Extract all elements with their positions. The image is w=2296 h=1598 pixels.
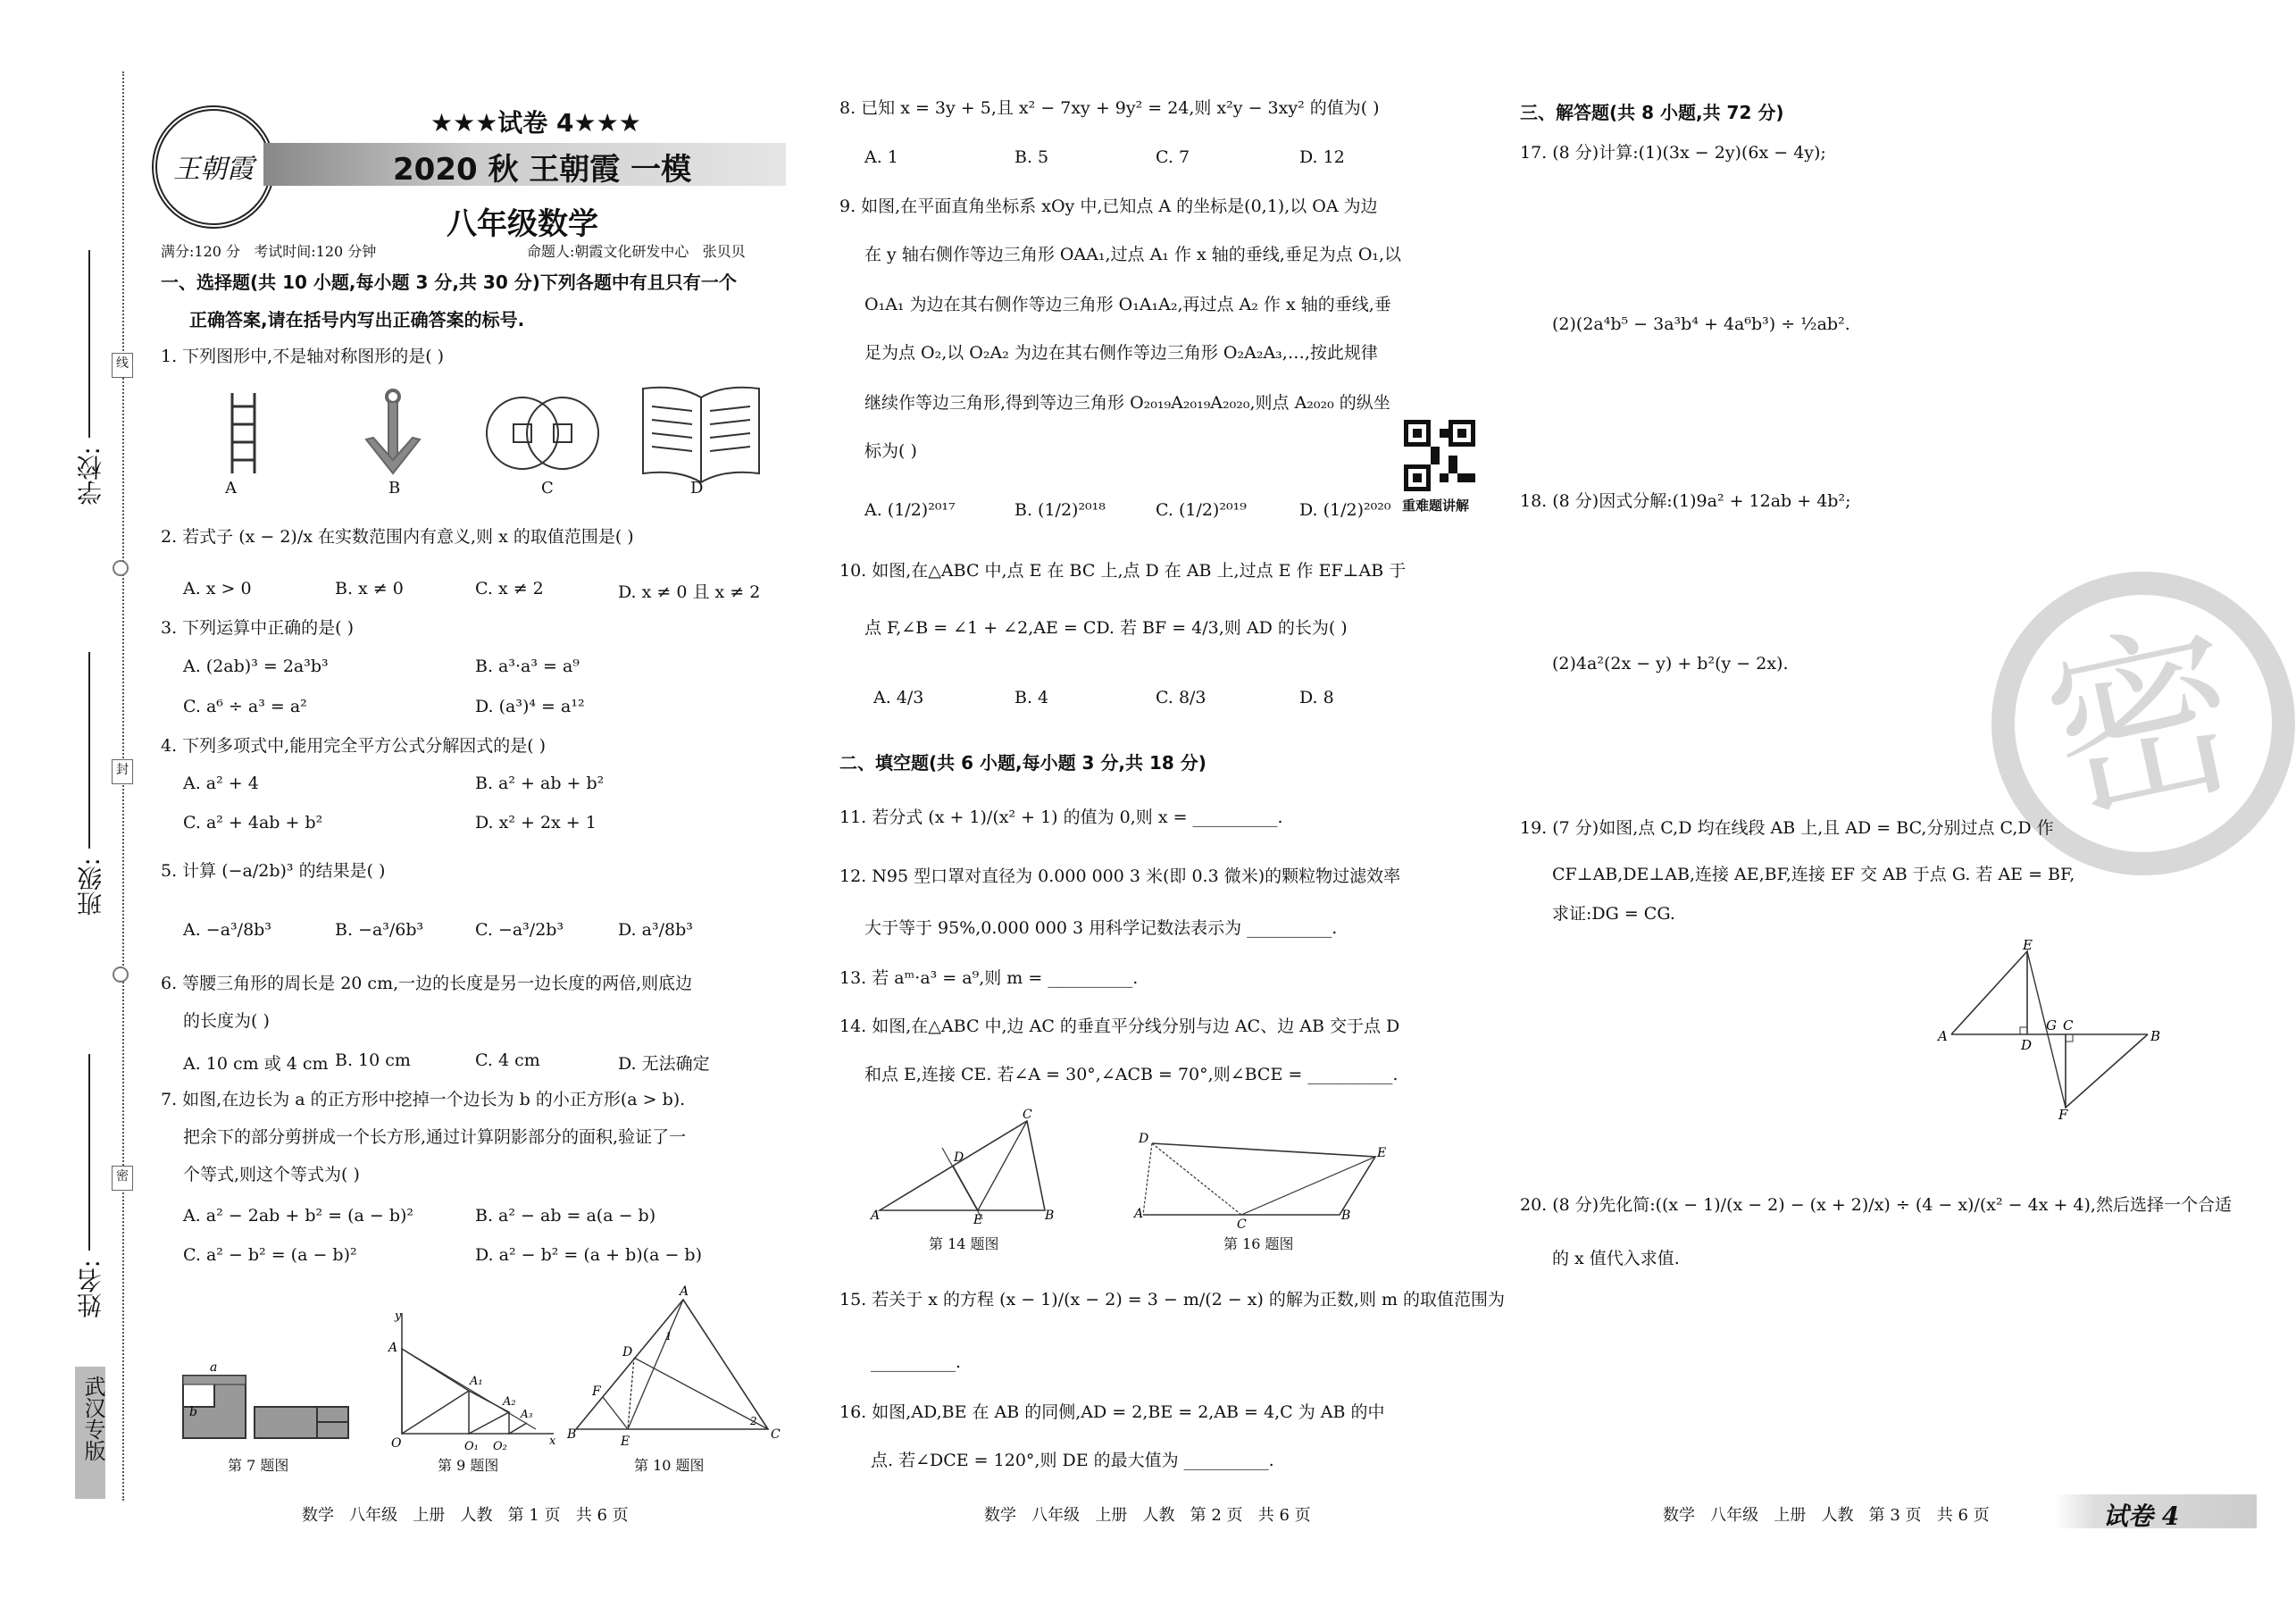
- svg-text:F: F: [2058, 1107, 2068, 1123]
- q6-option-c: C. 4 cm: [475, 1050, 540, 1070]
- q1-label-b: B: [388, 479, 401, 498]
- footer-page-3: 数学 八年级 上册 人教 第 3 页 共 6 页: [1663, 1506, 1990, 1525]
- q2-option-d: D. x ≠ 0 且 x ≠ 2: [618, 582, 761, 602]
- svg-text:A: A: [680, 1284, 689, 1299]
- question-15-line-1: 15. 若关于 x 的方程 (x − 1)/(x − 2) = 3 − m/(2 − x) 的解为正数,则 m 的取值范围为: [839, 1290, 1506, 1309]
- question-10-line-2: 点 F,∠B = ∠1 + ∠2,AE = CD. 若 BF = 4/3,则 AD 的长为( ): [864, 618, 1348, 638]
- name-line: [88, 1054, 90, 1251]
- q2-option-a: A. x > 0: [183, 579, 252, 598]
- question-7-line-3: 个等式,则这个等式为( ): [183, 1165, 360, 1184]
- q3-option-b: B. a³·a³ = a⁹: [475, 657, 580, 676]
- binding-dotted-line: [122, 71, 124, 1501]
- footer-badge-text: 试卷 4: [2103, 1502, 2180, 1531]
- question-16-line-1: 16. 如图,AD,BE 在 AB 的同侧,AD = 2,BE = 2,AB = 4,C 为 AB 的中: [839, 1402, 1385, 1422]
- q7-option-a: A. a² − 2ab + b² = (a − b)²: [183, 1206, 414, 1226]
- caption-q16: 第 16 题图: [1223, 1235, 1294, 1252]
- q6-option-a: A. 10 cm 或 4 cm: [183, 1054, 329, 1074]
- q5-option-d: D. a³/8b³: [618, 920, 693, 940]
- seal-mark-secret: 密: [112, 1166, 133, 1191]
- school-line: [88, 250, 90, 438]
- series-label: ★★★试卷 4★★★: [430, 108, 641, 138]
- q9-option-a: A. (1/2)²⁰¹⁷: [864, 500, 956, 520]
- question-10-line-1: 10. 如图,在△ABC 中,点 E 在 BC 上,点 D 在 AB 上,过点 E 作 EF⊥AB 于: [839, 561, 1407, 581]
- svg-text:A: A: [1134, 1207, 1144, 1221]
- svg-text:E: E: [621, 1435, 630, 1449]
- svg-text:B: B: [1045, 1209, 1055, 1223]
- svg-text:x: x: [549, 1435, 556, 1448]
- caption-q10: 第 10 题图: [634, 1457, 705, 1474]
- q4-option-d: D. x² + 2x + 1: [475, 813, 597, 832]
- q2-option-b: B. x ≠ 0: [335, 579, 404, 598]
- q4-option-b: B. a² + ab + b²: [475, 774, 605, 793]
- exam-info-right: 命题人:朝霞文化研发中心 张贝贝: [527, 243, 746, 260]
- question-9-line-6: 标为( ): [864, 441, 917, 461]
- q1-label-c: C: [541, 479, 554, 498]
- caption-q7: 第 7 题图: [228, 1457, 289, 1474]
- question-9-line-1: 9. 如图,在平面直角坐标系 xOy 中,已知点 A 的坐标是(0,1),以 OA 为边: [839, 197, 1378, 216]
- question-16-line-2: 点. 若∠DCE = 120°,则 DE 的最大值为 __________.: [871, 1451, 1274, 1470]
- q5-option-a: A. −a³/8b³: [183, 920, 271, 940]
- svg-text:D: D: [1139, 1132, 1149, 1146]
- svg-text:A₁: A₁: [470, 1375, 483, 1388]
- question-13: 13. 若 aᵐ·a³ = a⁹,则 m = __________.: [839, 968, 1139, 988]
- svg-text:y: y: [395, 1309, 402, 1323]
- qr-code: [1404, 420, 1475, 491]
- logo-badge: [152, 105, 275, 229]
- question-9-line-5: 继续作等边三角形,得到等边三角形 O₂₀₁₉A₂₀₁₉A₂₀₂₀,则点 A₂₀₂₀ 的纵坐: [864, 393, 1390, 413]
- class-line: [88, 652, 90, 849]
- question-9-line-3: O₁A₁ 为边在其右侧作等边三角形 O₁A₁A₂,再过点 A₂ 作 x 轴的垂线,垂: [864, 295, 1391, 314]
- seal-mark-seal: 封: [112, 759, 133, 784]
- section-1-heading-l1: 一、选择题(共 10 小题,每小题 3 分,共 30 分)下列各题中有且只有一个: [161, 272, 737, 293]
- q1-figures: [205, 384, 759, 500]
- hole-1: [113, 560, 129, 576]
- svg-text:D: D: [622, 1345, 633, 1360]
- svg-text:2: 2: [750, 1415, 757, 1427]
- svg-text:B: B: [2150, 1028, 2161, 1044]
- svg-text:O: O: [391, 1436, 402, 1451]
- main-title: 2020 秋 王朝霞 一模: [393, 152, 692, 188]
- q8-option-b: B. 5: [1014, 147, 1049, 167]
- question-2: 2. 若式子 (x − 2)/x 在实数范围内有意义,则 x 的取值范围是( ): [161, 527, 634, 547]
- section-2-heading: 二、填空题(共 6 小题,每小题 3 分,共 18 分): [839, 752, 1206, 774]
- question-4: 4. 下列多项式中,能用完全平方公式分解因式的是( ): [161, 736, 547, 756]
- footer-page-2: 数学 八年级 上册 人教 第 2 页 共 6 页: [984, 1506, 1311, 1525]
- svg-text:b: b: [189, 1405, 197, 1419]
- figure-q19: [1933, 937, 2161, 1123]
- question-17-part-2: (2)(2a⁴b⁵ − 3a³b⁴ + 4a⁶b³) ÷ ½ab².: [1552, 314, 1850, 334]
- question-9-line-2: 在 y 轴右侧作等边三角形 OAA₁,过点 A₁ 作 x 轴的垂线,垂足为点 O₁,以: [864, 245, 1402, 264]
- seal-mark-line: 线: [112, 353, 133, 378]
- question-5: 5. 计算 (−a/2b)³ 的结果是( ): [161, 861, 386, 881]
- question-19-line-1: 19. (7 分)如图,点 C,D 均在线段 AB 上,且 AD = BC,分别过点 C,D 作: [1520, 818, 2054, 838]
- caption-q9: 第 9 题图: [438, 1457, 499, 1474]
- question-14-line-1: 14. 如图,在△ABC 中,边 AC 的垂直平分线分别与边 AC、边 AB 交于点 D: [839, 1017, 1400, 1036]
- svg-text:1: 1: [665, 1330, 672, 1343]
- hole-2: [113, 966, 129, 983]
- section-3-heading: 三、解答题(共 8 小题,共 72 分): [1520, 102, 1784, 123]
- question-6-line-1: 6. 等腰三角形的周长是 20 cm,一边的长度是另一边长度的两倍,则底边: [161, 974, 693, 993]
- q8-option-c: C. 7: [1156, 147, 1190, 167]
- subject-title: 八年级数学: [447, 206, 598, 242]
- question-8: 8. 已知 x = 3y + 5,且 x² − 7xy + 9y² = 24,则 x²y − 3xy² 的值为( ): [839, 98, 1380, 118]
- question-12-line-2: 大于等于 95%,0.000 000 3 用科学记数法表示为 __________.: [864, 918, 1338, 938]
- q3-option-d: D. (a³)⁴ = a¹²: [475, 697, 585, 716]
- svg-text:B: B: [567, 1427, 577, 1442]
- question-3: 3. 下列运算中正确的是( ): [161, 618, 355, 638]
- logo-text: 王朝霞: [173, 154, 254, 185]
- svg-text:E: E: [1377, 1146, 1387, 1160]
- school-label: 学校:: [76, 447, 105, 506]
- question-19-line-3: 求证:DG = CG.: [1552, 904, 1675, 924]
- question-7-line-2: 把余下的部分剪拼成一个长方形,通过计算阴影部分的面积,验证了一: [183, 1127, 687, 1147]
- name-label: 姓名:: [76, 1259, 105, 1318]
- svg-text:C: C: [771, 1427, 781, 1442]
- svg-text:E: E: [2023, 937, 2033, 953]
- exam-info-left: 满分:120 分 考试时间:120 分钟: [161, 243, 377, 260]
- question-1: 1. 下列图形中,不是轴对称图形的是( ): [161, 347, 445, 366]
- figure-q14: [871, 1108, 1067, 1227]
- q3-option-c: C. a⁶ ÷ a³ = a²: [183, 697, 307, 716]
- q3-option-a: A. (2ab)³ = 2a³b³: [183, 657, 329, 676]
- q9-option-b: B. (1/2)²⁰¹⁸: [1014, 500, 1106, 520]
- q6-option-b: B. 10 cm: [335, 1050, 411, 1070]
- svg-text:D: D: [2021, 1037, 2033, 1053]
- q7-option-b: B. a² − ab = a(a − b): [475, 1206, 656, 1226]
- svg-text:A: A: [871, 1209, 881, 1223]
- svg-text:G: G: [2046, 1017, 2057, 1033]
- question-6-line-2: 的长度为( ): [183, 1011, 270, 1031]
- question-18-part-1: 18. (8 分)因式分解:(1)9a² + 12ab + 4b²;: [1520, 491, 1851, 511]
- question-11: 11. 若分式 (x + 1)/(x² + 1) 的值为 0,则 x = __________.: [839, 807, 1283, 827]
- section-1-heading-l2: 正确答案,请在括号内写出正确答案的标号.: [189, 309, 525, 330]
- question-17-part-1: 17. (8 分)计算:(1)(3x − 2y)(6x − 4y);: [1520, 143, 1826, 163]
- svg-text:O₂: O₂: [493, 1440, 507, 1453]
- svg-text:C: C: [1023, 1108, 1032, 1122]
- q9-option-c: C. (1/2)²⁰¹⁹: [1156, 500, 1247, 520]
- q10-option-a: A. 4/3: [873, 688, 924, 707]
- q4-option-c: C. a² + 4ab + b²: [183, 813, 323, 832]
- q1-label-d: D: [690, 479, 704, 498]
- question-15-line-2: __________.: [871, 1352, 962, 1372]
- svg-text:O₁: O₁: [464, 1440, 479, 1453]
- qr-label: 重难题讲解: [1402, 498, 1470, 514]
- watermark-char: 密: [2028, 597, 2258, 851]
- svg-text:C: C: [2063, 1017, 2074, 1033]
- q8-option-d: D. 12: [1299, 147, 1345, 167]
- svg-text:C: C: [1237, 1217, 1247, 1232]
- svg-text:A₂: A₂: [503, 1395, 516, 1409]
- question-9-line-4: 足为点 O₂,以 O₂A₂ 为边在其右侧作等边三角形 O₂A₂A₃,…,按此规律: [864, 343, 1378, 363]
- svg-text:a: a: [210, 1360, 218, 1375]
- question-19-line-2: CF⊥AB,DE⊥AB,连接 AE,BF,连接 EF 交 AB 于点 G. 若 AE = BF,: [1552, 865, 2075, 884]
- class-label: 班级:: [76, 858, 105, 916]
- q10-option-b: B. 4: [1014, 688, 1049, 707]
- q5-option-b: B. −a³/6b³: [335, 920, 424, 940]
- question-20-line-2: 的 x 值代入求值.: [1552, 1249, 1680, 1268]
- caption-q14: 第 14 题图: [929, 1235, 999, 1252]
- figure-q9: [384, 1309, 563, 1452]
- svg-text:D: D: [954, 1150, 964, 1165]
- q2-option-c: C. x ≠ 2: [475, 579, 544, 598]
- edition-text: 武汉专版: [80, 1376, 105, 1461]
- q4-option-a: A. a² + 4: [183, 774, 259, 793]
- q7-option-d: D. a² − b² = (a + b)(a − b): [475, 1245, 702, 1265]
- question-20-line-1: 20. (8 分)先化简:((x − 1)/(x − 2) − (x + 2)/x) ÷ (4 − x)/(x² − 4x + 4),然后选择一个合适: [1520, 1195, 2232, 1215]
- figure-q16: [1134, 1130, 1393, 1232]
- svg-text:E: E: [973, 1213, 983, 1227]
- q5-option-c: C. −a³/2b³: [475, 920, 564, 940]
- question-14-line-2: 和点 E,连接 CE. 若∠A = 30°,∠ACB = 70°,则∠BCE = __________.: [864, 1065, 1398, 1084]
- svg-text:A: A: [1938, 1028, 1948, 1044]
- q10-option-c: C. 8/3: [1156, 688, 1206, 707]
- question-7-line-1: 7. 如图,在边长为 a 的正方形中挖掉一个边长为 b 的小正方形(a > b).: [161, 1090, 686, 1109]
- q8-option-a: A. 1: [864, 147, 898, 167]
- q1-label-a: A: [225, 479, 237, 498]
- svg-text:A₃: A₃: [521, 1408, 533, 1420]
- svg-text:B: B: [1341, 1209, 1351, 1223]
- question-12-line-1: 12. N95 型口罩对直径为 0.000 000 3 米(即 0.3 微米)的颗粒物过滤效率: [839, 866, 1401, 886]
- q6-option-d: D. 无法确定: [618, 1054, 710, 1074]
- figure-q10: [567, 1286, 781, 1447]
- q10-option-d: D. 8: [1299, 688, 1334, 707]
- svg-text:F: F: [592, 1385, 601, 1399]
- question-18-part-2: (2)4a²(2x − y) + b²(y − 2x).: [1552, 654, 1789, 674]
- q9-option-d: D. (1/2)²⁰²⁰: [1299, 500, 1391, 520]
- q7-option-c: C. a² − b² = (a − b)²: [183, 1245, 357, 1265]
- footer-page-1: 数学 八年级 上册 人教 第 1 页 共 6 页: [302, 1506, 629, 1525]
- svg-text:A: A: [388, 1341, 398, 1355]
- figure-q7: [179, 1358, 357, 1447]
